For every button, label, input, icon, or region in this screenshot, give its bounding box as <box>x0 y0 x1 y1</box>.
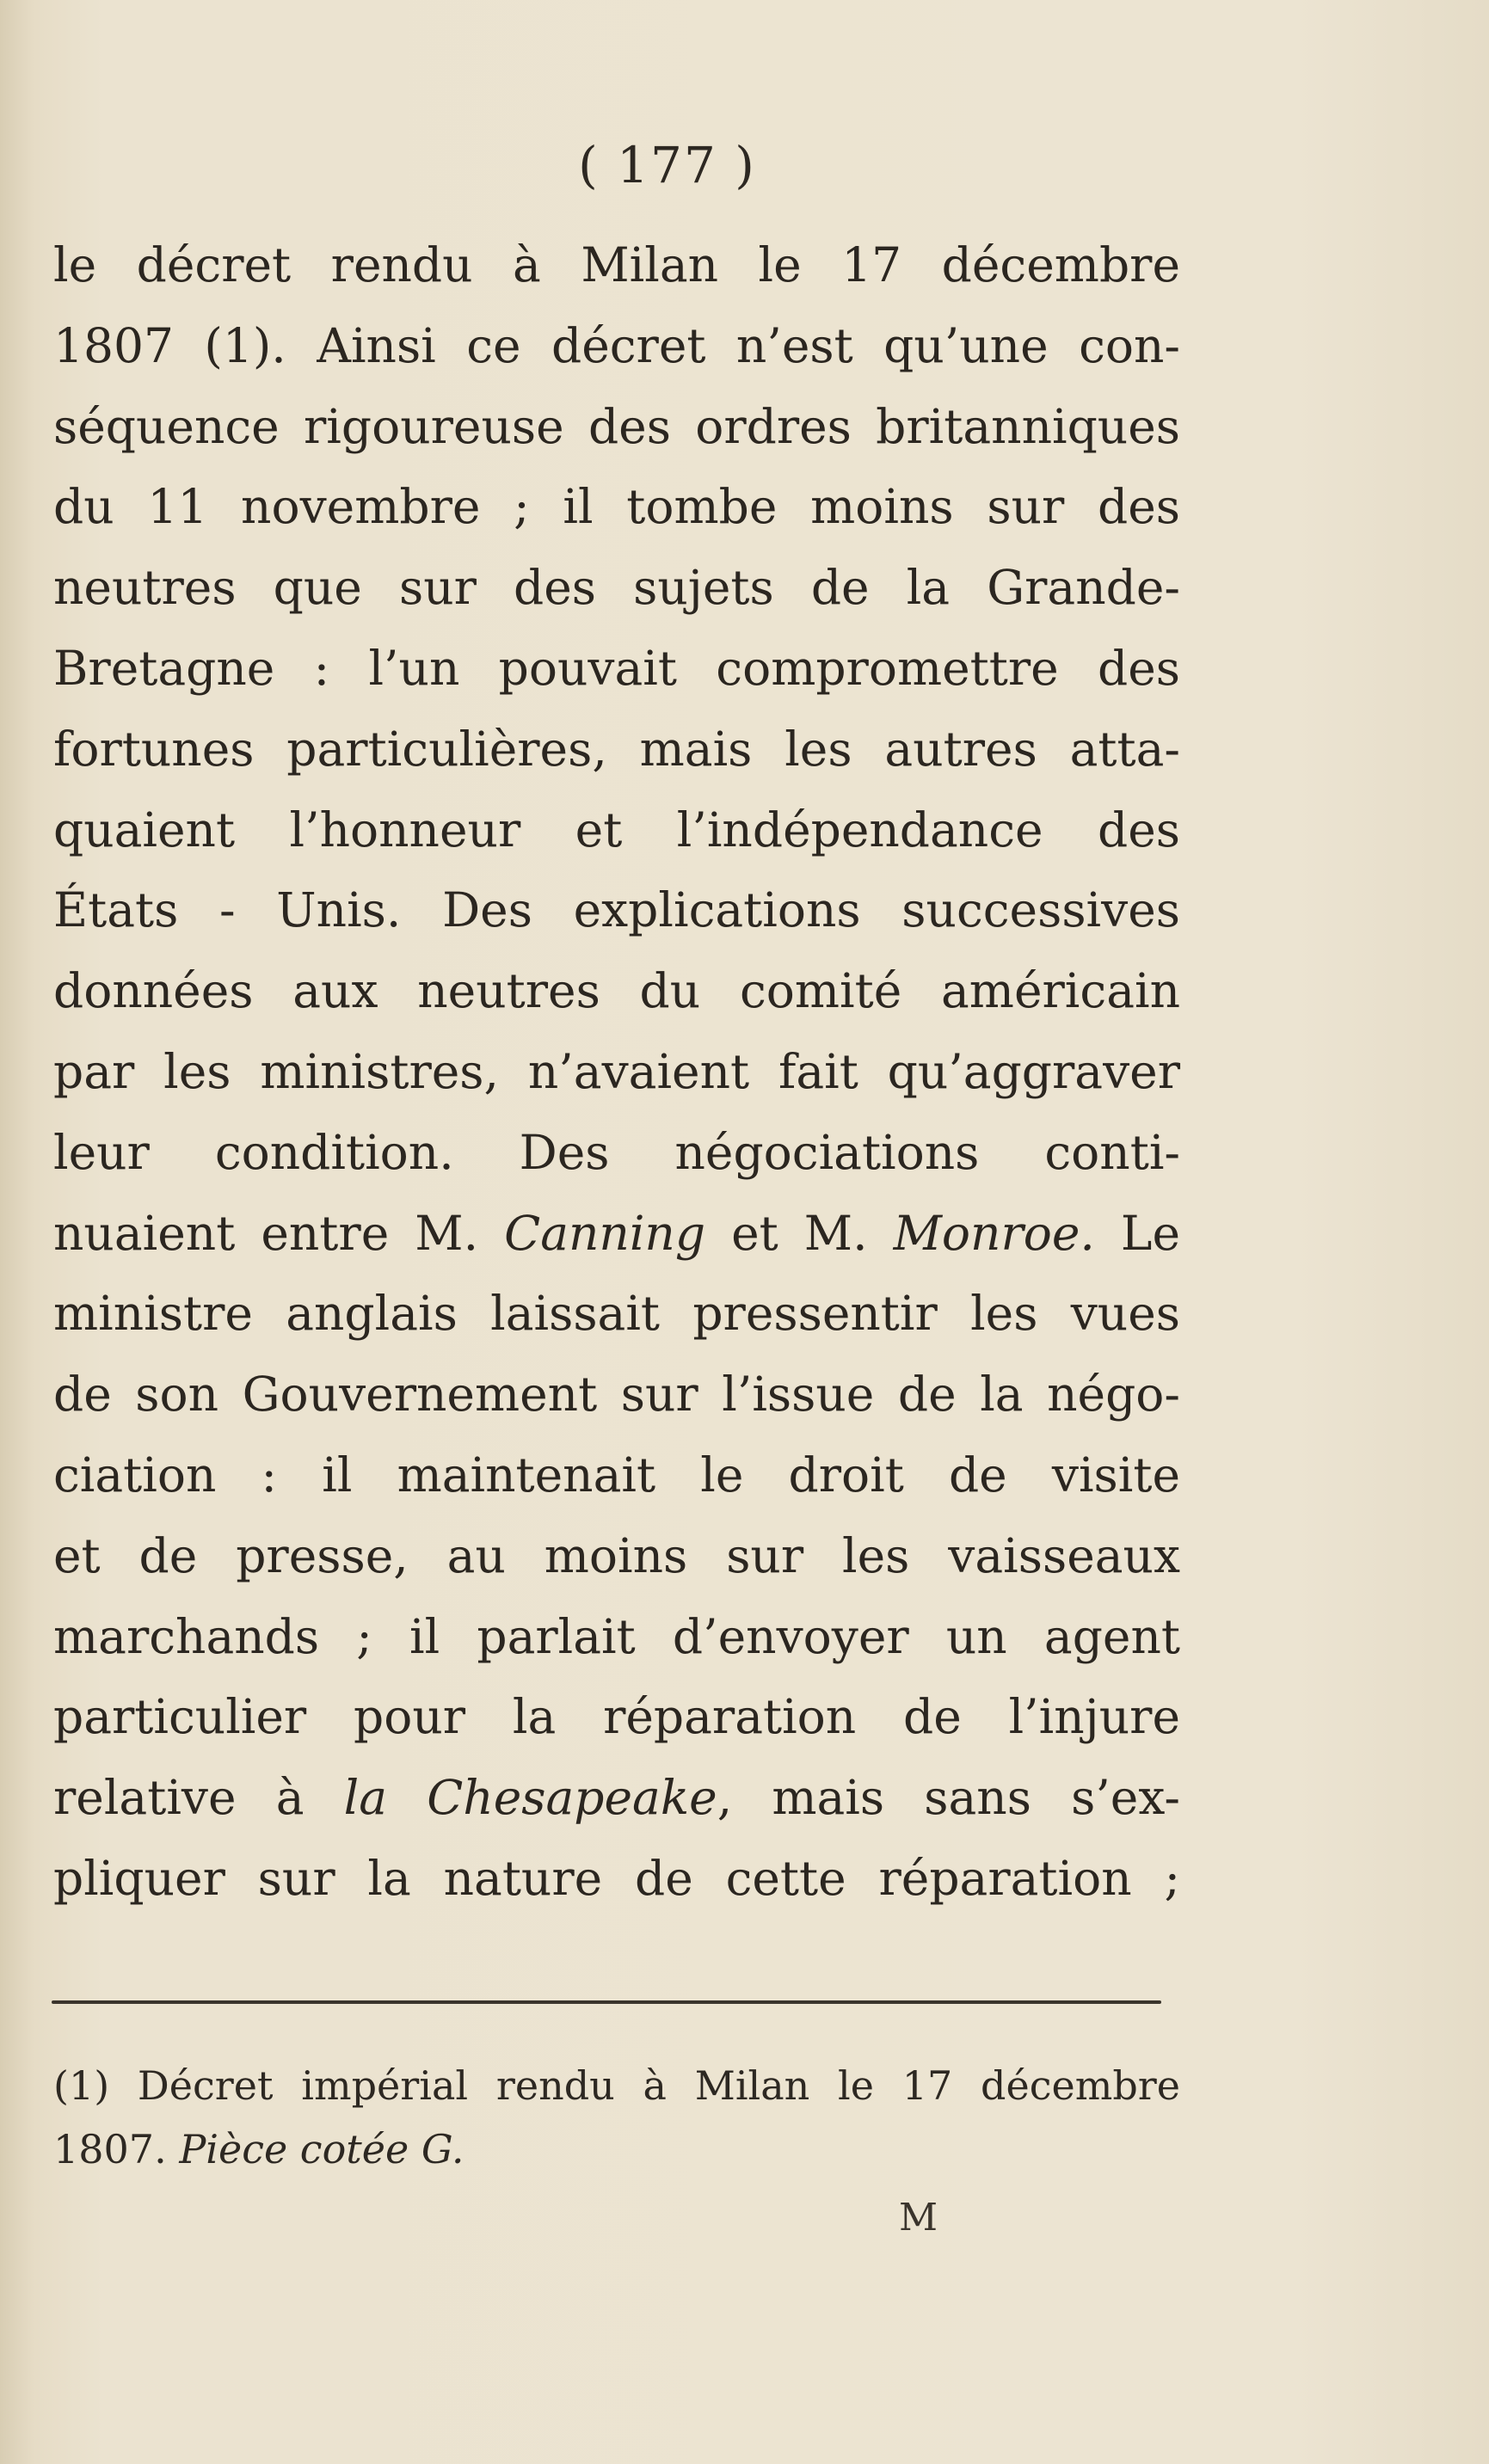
text-line: États - Unis. Des explications successives <box>53 882 1180 938</box>
text-line: pliquer sur la nature de cette réparation ; <box>53 1850 1180 1906</box>
text-line: ministre anglais laissait pressentir les vues <box>53 1286 1180 1342</box>
line-segment: et M. <box>705 1205 894 1261</box>
line-segment: 1807. <box>53 2126 180 2172</box>
line-segment: Le <box>1094 1205 1181 1261</box>
footnote <box>53 2054 1180 2181</box>
line-segment: nuaient entre M. <box>53 1205 505 1261</box>
text-line: par les ministres, n’avaient fait qu’aggraver <box>53 1043 1180 1099</box>
body-text <box>53 225 1180 1920</box>
text-line: quaient l’honneur et l’indépendance des <box>53 802 1180 857</box>
footnote-line: (1) Décret impérial rendu à Milan le 17 décembre <box>53 2062 1180 2109</box>
name-canning: Canning <box>504 1205 706 1261</box>
text-line-names <box>53 1194 1180 1275</box>
text-line: Bretagne : l’un pouvait compromettre des <box>53 640 1180 696</box>
text-line: le décret rendu à Milan le 17 décembre <box>53 237 1180 292</box>
text-line: ciation : il maintenait le droit de visite <box>53 1447 1180 1502</box>
signature-mark: M <box>899 2196 938 2240</box>
text-line: leur condition. Des négociations conti- <box>53 1124 1180 1180</box>
ship-name: la Chesapeake <box>343 1770 717 1826</box>
text-line: 1807 (1). Ainsi ce décret n’est qu’une con- <box>53 317 1180 373</box>
footnote-reference: Pièce cotée G. <box>179 2126 465 2172</box>
text-line: données aux neutres du comité américain <box>53 963 1180 1019</box>
text-line: neutres que sur des sujets de la Grande- <box>53 560 1180 616</box>
text-line-ship <box>53 1758 1180 1839</box>
text-line: fortunes particulières, mais les autres atta- <box>53 721 1180 777</box>
text-line: de son Gouvernement sur l’issue de la négo- <box>53 1367 1180 1422</box>
page-number: ( 177 ) <box>578 136 756 194</box>
text-line: marchands ; il parlait d’envoyer un agent <box>53 1608 1180 1664</box>
line-segment: , mais sans s’ex- <box>717 1770 1180 1826</box>
text-line: et de presse, au moins sur les vaisseaux <box>53 1527 1180 1583</box>
line-segment: relative à <box>53 1770 344 1826</box>
text-line: particulier pour la réparation de l’injure <box>53 1689 1180 1745</box>
footnote-line <box>53 2117 1180 2181</box>
name-monroe: Monroe. <box>893 1205 1095 1261</box>
footnote-rule <box>52 2000 1161 2004</box>
text-line: du 11 novembre ; il tombe moins sur des <box>53 479 1180 535</box>
text-line: séquence rigoureuse des ordres britanniques <box>53 398 1180 454</box>
